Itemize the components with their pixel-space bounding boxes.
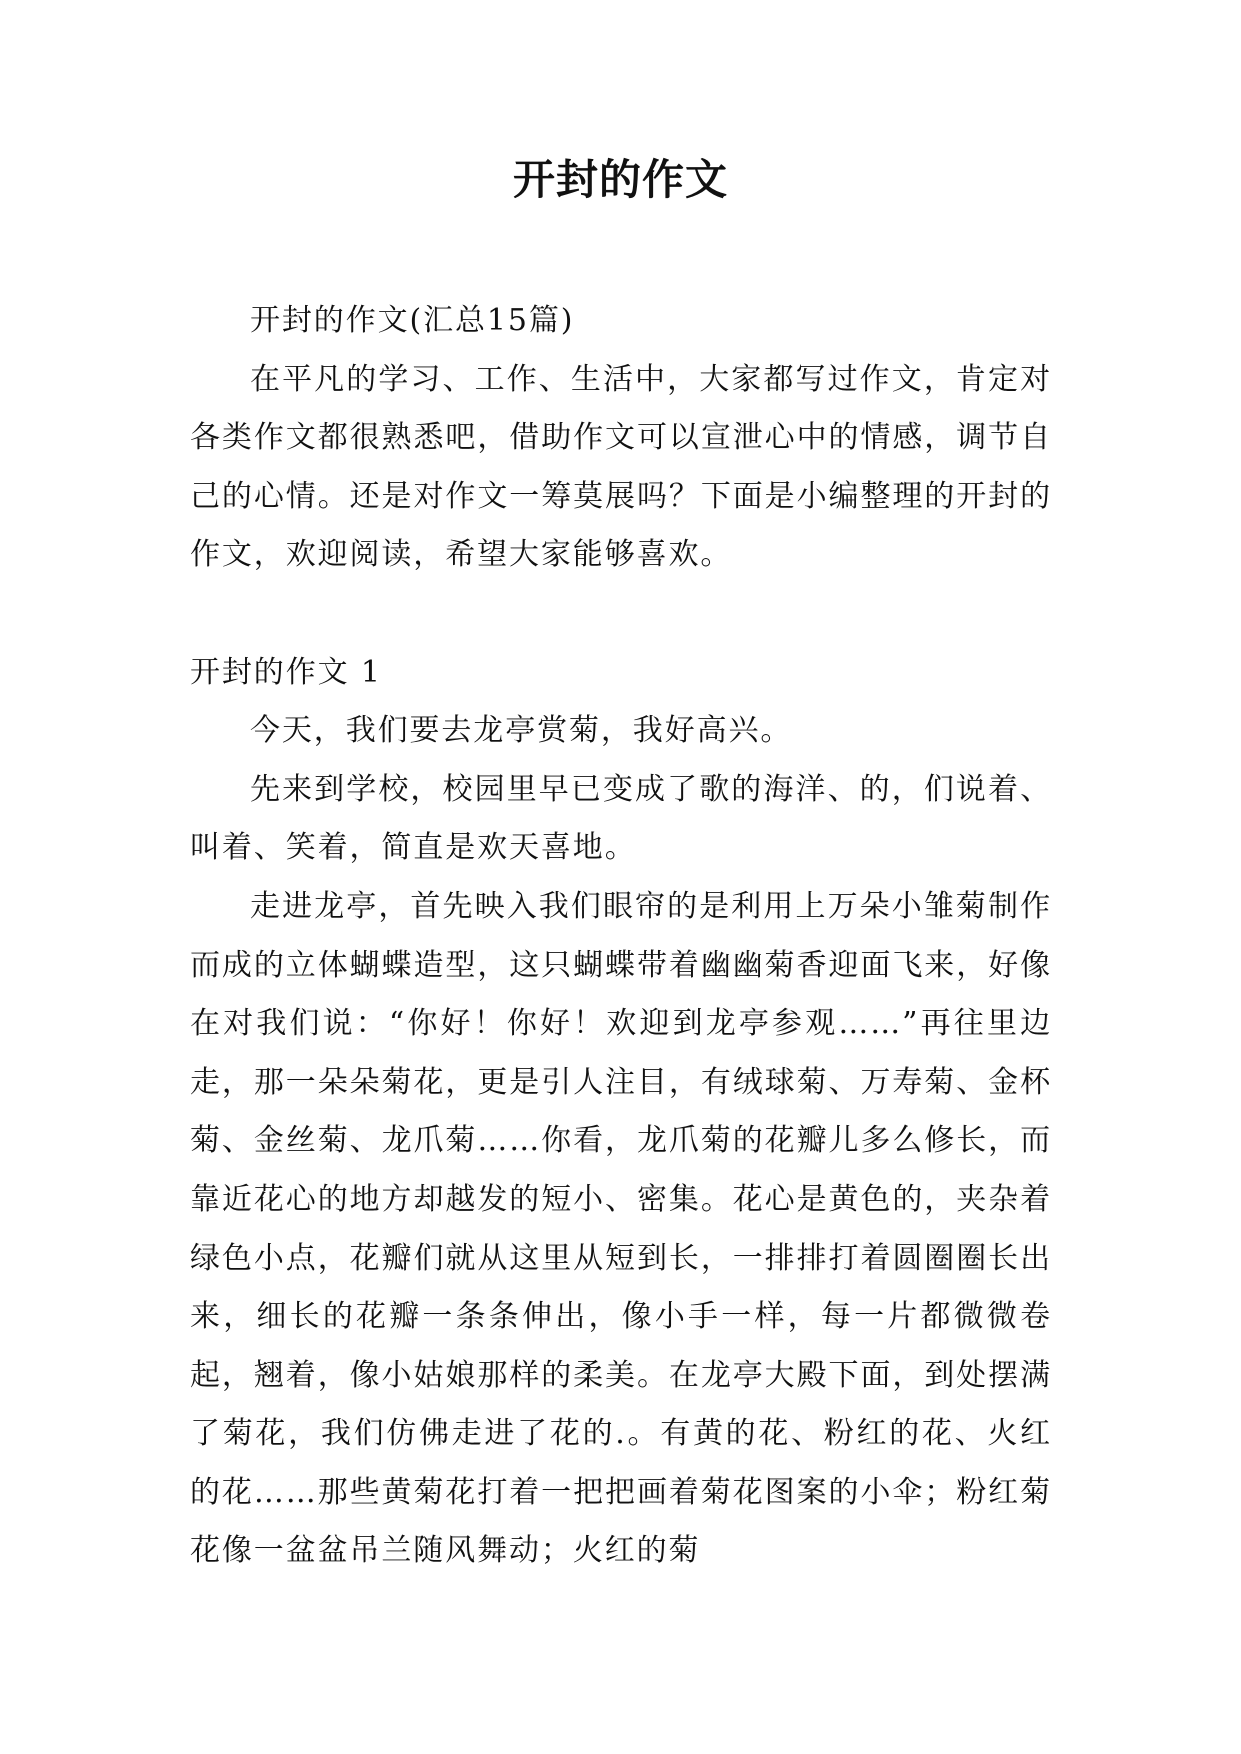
intro-paragraph: 在平凡的学习、工作、生活中，大家都写过作文，肯定对各类作文都很熟悉吧，借助作文可以宣泄心中的情感，调节自己的心情。还是对作文一筹莫展吗？下面是小编整理的开封的作文，欢迎阅读，希望大家能够喜欢。	[190, 361, 1052, 573]
document-body	[190, 292, 1052, 1581]
document-subtitle: 开封的作文(汇总15篇)	[250, 303, 575, 338]
body-paragraph-2: 先来到学校，校园里早已变成了歌的海洋、的，们说着、叫着、笑着，简直是欢天喜地。	[190, 771, 1052, 866]
document-title: 开封的作文	[512, 155, 728, 204]
section-heading: 开封的作文 1	[190, 654, 382, 690]
body-paragraph-3: 走进龙亭，首先映入我们眼帘的是利用上万朵小雏菊制作而成的立体蝴蝶造型，这只蝴蝶带着幽幽菊香迎面飞来，好像在对我们说：“你好！你好！欢迎到龙亭参观……”再往里边走，那一朵朵菊花，更是引人注目，有绒球菊、万寿菊、金杯菊、金丝菊、龙爪菊……你看，龙爪菊的花瓣儿多么修长，而靠近花心的地方却越发的短小、密集。花心是黄色的，夹杂着绿色小点，花瓣们就从这里从短到长，一排排打着圆圈圈长出来，细长的花瓣一条条伸出，像小手一样，每一片都微微卷起，翘着，像小姑娘那样的柔美。在龙亭大殿下面，到处摆满了菊花，我们仿佛走进了花的.。有黄的花、粉红的花、火红的花……那些黄菊花打着一把把画着菊花图案的小伞；粉红菊花像一盆盆吊兰随风舞动；火红的菊	[190, 888, 1052, 1569]
body-paragraph-1: 今天，我们要去龙亭赏菊，我好高兴。	[250, 713, 793, 749]
paragraph-gap	[190, 585, 1052, 644]
